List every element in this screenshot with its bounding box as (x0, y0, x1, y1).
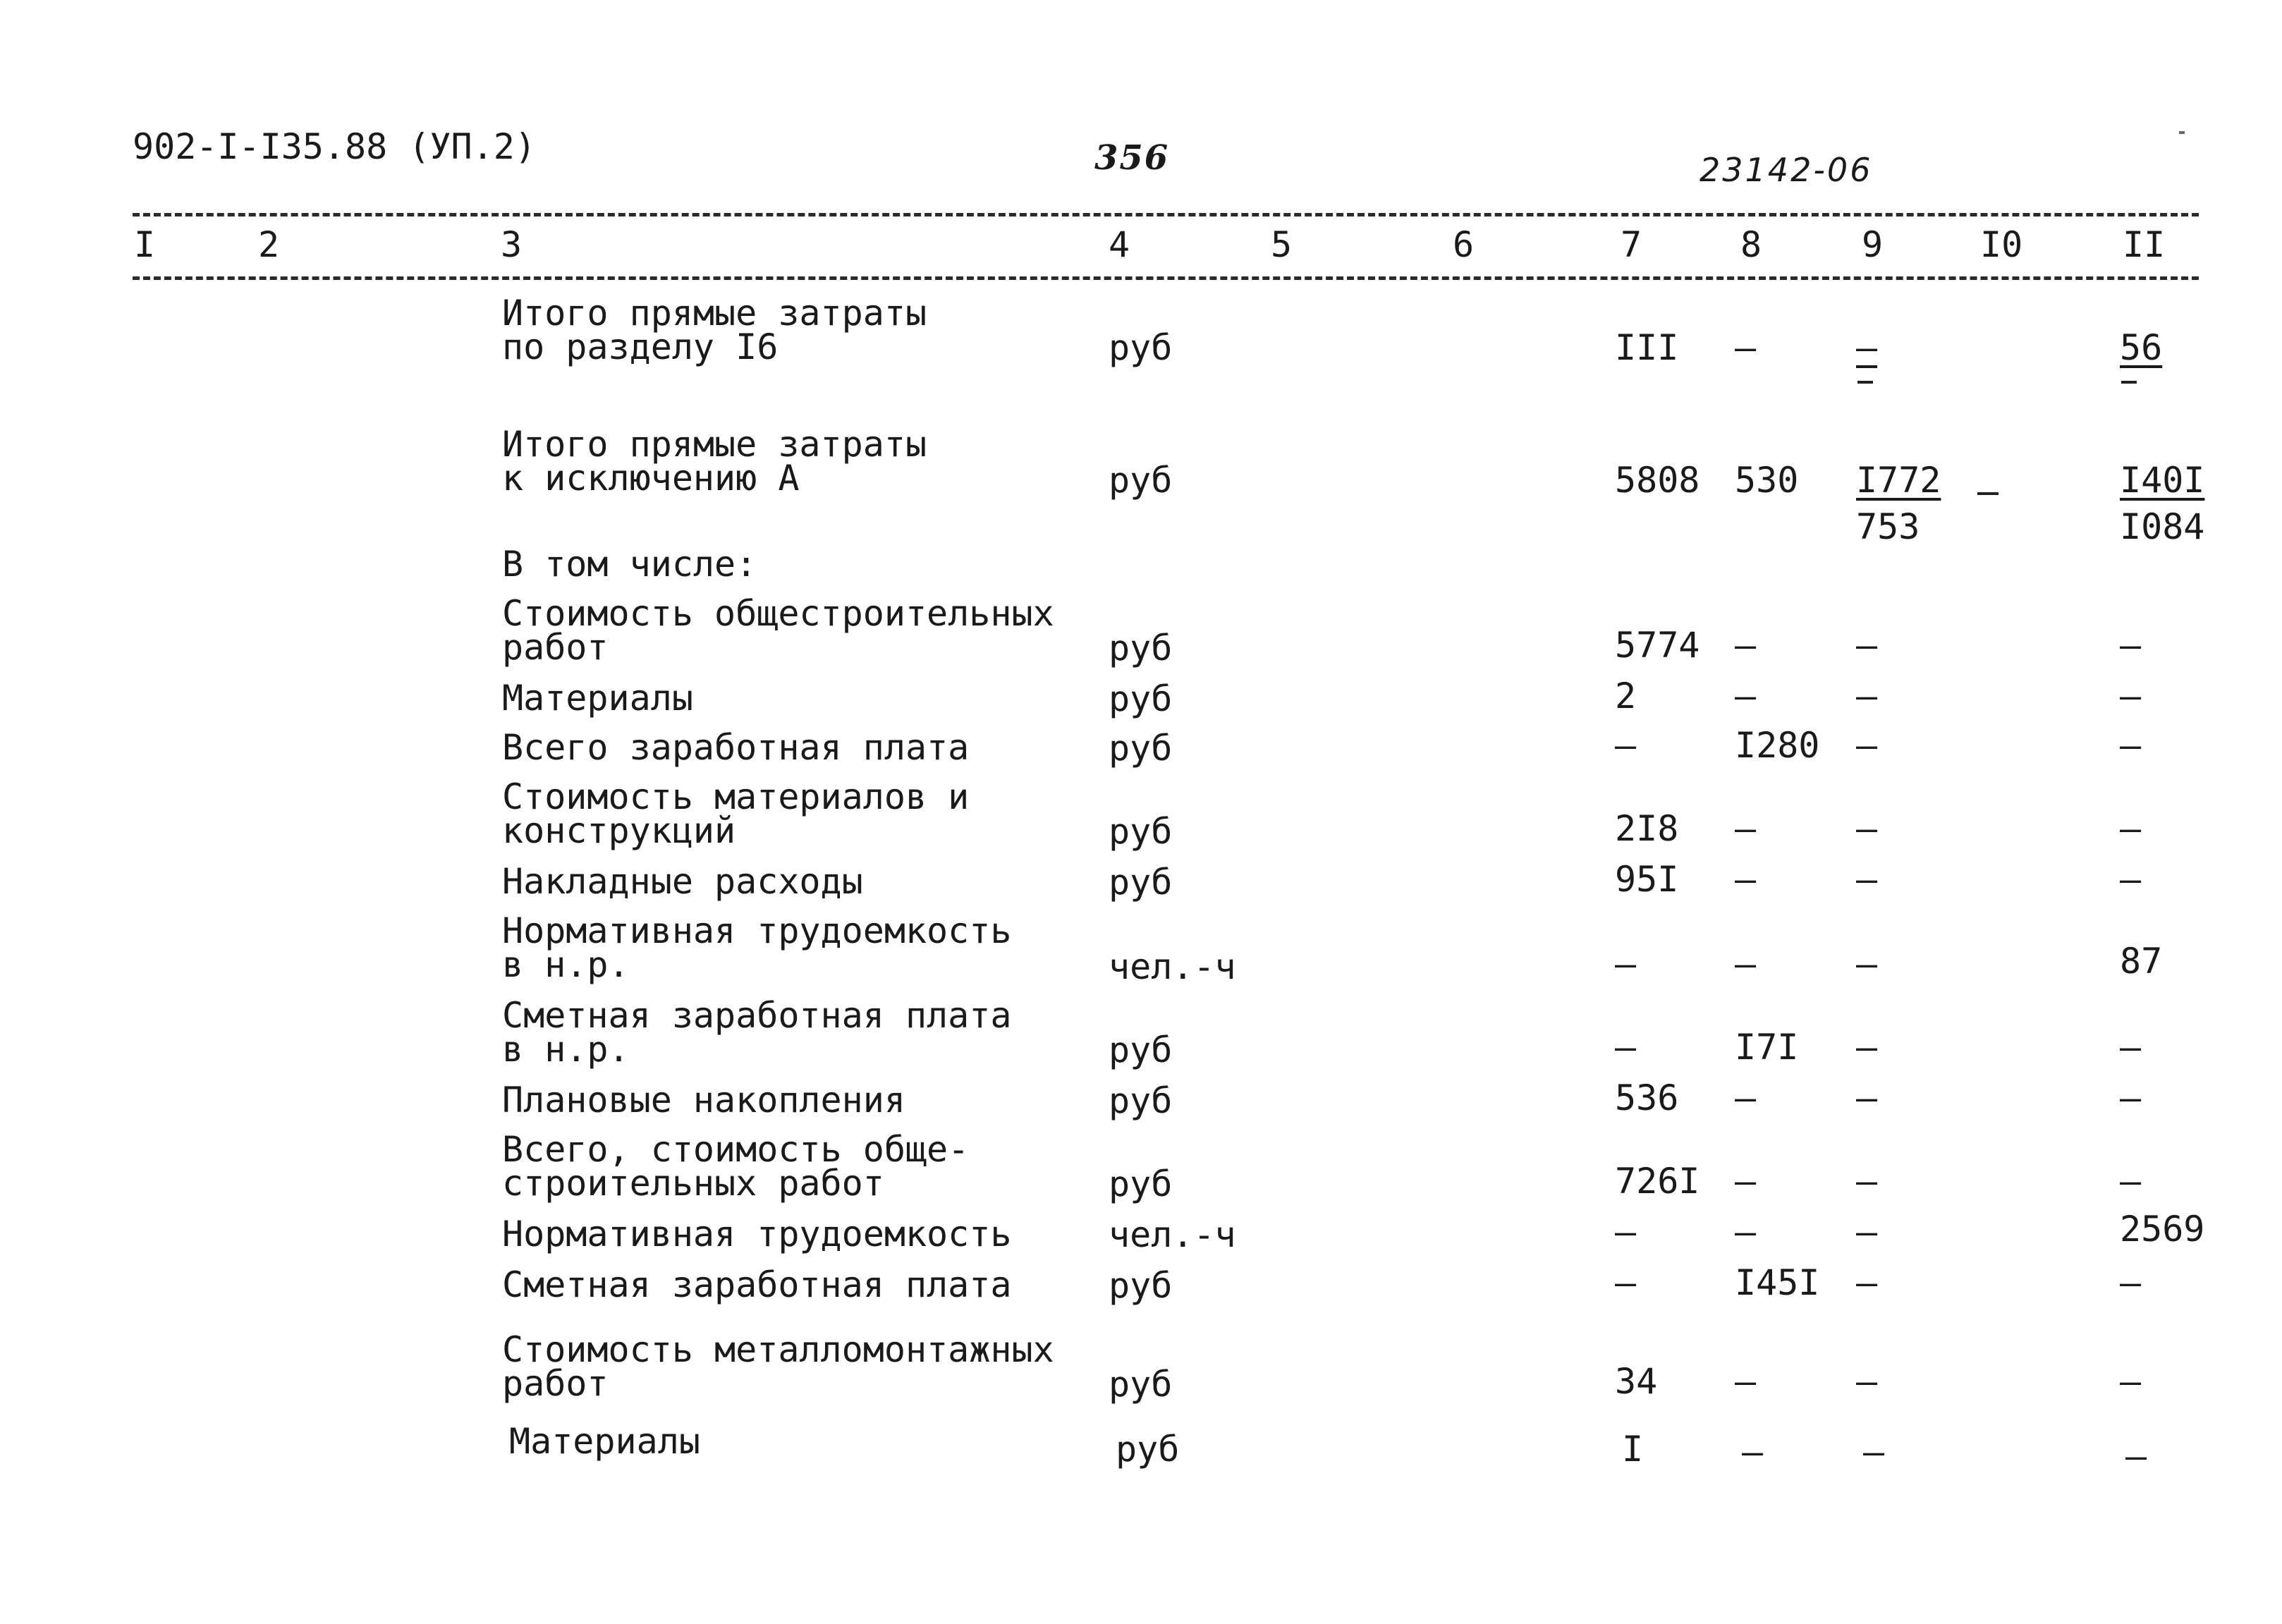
row-unit: руб (1109, 460, 1173, 501)
column-header: I0 (1980, 224, 2023, 265)
cell-col9: – (1856, 1077, 1878, 1118)
cell-col9: – (1856, 1361, 1878, 1402)
row-description: Материалы (509, 1421, 700, 1462)
row-unit: руб (1109, 678, 1173, 719)
row-description: Всего заработная плата (502, 727, 970, 768)
cell-col7: 34 (1615, 1361, 1658, 1402)
cell-col9: – (1856, 676, 1878, 716)
cell-col11: – (2120, 676, 2142, 716)
row-unit: руб (1109, 1364, 1173, 1405)
cell-col7: 5808 (1615, 460, 1700, 501)
cell-col9: – (1856, 1262, 1878, 1303)
cell-col7: – (1615, 725, 1637, 766)
row-description: Итого прямые затраты к исключению А (502, 424, 927, 499)
row-unit: руб (1109, 811, 1173, 852)
cell-col11: – (2120, 1027, 2142, 1068)
cell-col8: 530 (1735, 460, 1799, 501)
cell-col8: – (1735, 859, 1757, 900)
column-header: II (2123, 224, 2166, 265)
row-description: Нормативная трудоемкость (502, 1214, 1012, 1254)
row-description: Сметная заработная плата в н.р. (502, 995, 1012, 1070)
document-code: 902-I-I35.88 (УП.2) (133, 126, 536, 167)
column-header: 5 (1271, 224, 1293, 265)
header-bottom-rule (133, 276, 2199, 280)
cell-col7: 2 (1615, 676, 1637, 716)
cell-col9: – (1856, 1211, 1878, 1252)
cell-col11: 87 (2120, 941, 2163, 982)
cell-col9: – (1856, 1027, 1878, 1068)
cell-col8: I7I (1735, 1027, 1799, 1068)
row-unit: руб (1109, 728, 1173, 769)
column-header: 7 (1621, 224, 1642, 265)
row-description: Нормативная трудоемкость в н.р. (502, 910, 1012, 985)
cell-col7: 536 (1615, 1077, 1679, 1118)
scan-speck (2179, 131, 2185, 134)
row-unit: руб (1116, 1429, 1180, 1470)
column-header: 3 (501, 224, 523, 265)
cell-col7: 2I8 (1615, 808, 1679, 849)
cell-col7: 726I (1615, 1161, 1700, 1202)
cell-col7: – (1615, 1027, 1637, 1068)
cell-col8: I45I (1735, 1262, 1820, 1303)
cell-col8: – (1735, 808, 1757, 849)
cell-col11: – (2120, 1361, 2142, 1402)
cell-col9: – (1856, 1161, 1878, 1202)
row-description: Материалы (502, 678, 693, 719)
cell-col9: – (1856, 808, 1878, 849)
cell-col9: I772 (1856, 460, 1941, 501)
cell-col7: – (1615, 1262, 1637, 1303)
column-header: I (134, 224, 156, 265)
row-description: Стоимость материалов и конструкций (502, 776, 970, 851)
cell-col7: III (1615, 327, 1679, 368)
column-header: 9 (1862, 224, 1884, 265)
fraction-denominator-dash (1857, 381, 1873, 384)
cell-col9: – (1856, 944, 1878, 984)
cell-col11: – (2120, 1161, 2142, 1202)
cell-col11: – (2120, 1077, 2142, 1118)
row-unit: руб (1109, 1080, 1173, 1121)
header-top-rule (133, 213, 2199, 216)
fraction-denominator-dash (2121, 381, 2137, 384)
cell-col9: – (1856, 859, 1878, 900)
cell-col9: – (1856, 327, 1878, 368)
cell-col8: I280 (1735, 725, 1820, 766)
row-description: Накладные расходы (502, 861, 863, 902)
cell-col9: – (1856, 625, 1878, 666)
row-unit: руб (1109, 628, 1173, 668)
row-description: Всего, стоимость обще- строительных работ (502, 1129, 970, 1204)
archive-number: 23142-06 (1700, 151, 1873, 189)
cell-col11: I40I (2120, 460, 2205, 501)
row-unit: руб (1109, 1030, 1173, 1070)
row-unit: руб (1109, 1164, 1173, 1204)
cell-col8: – (1735, 327, 1757, 368)
cell-col8: – (1735, 1161, 1757, 1202)
row-unit: чел.-ч (1109, 1214, 1236, 1255)
cell-col7: – (1615, 1211, 1637, 1252)
row-description: В том числе: (502, 544, 757, 585)
column-header: 8 (1740, 224, 1762, 265)
cell-col8: – (1735, 1211, 1757, 1252)
cell-col7: I (1622, 1429, 1644, 1470)
column-header: 6 (1453, 224, 1475, 265)
column-header: 2 (258, 224, 280, 265)
cell-col11: 2569 (2120, 1209, 2205, 1250)
row-description: Стоимость общестроительных работ (502, 593, 1054, 668)
cell-col7: 5774 (1615, 625, 1700, 666)
cell-col8: – (1735, 1077, 1757, 1118)
cell-col8: – (1735, 625, 1757, 666)
cell-col9: – (1863, 1431, 1885, 1472)
row-description: Стоимость металломонтажных работ (502, 1329, 1054, 1404)
col10-mark (1977, 492, 1999, 495)
row-unit: руб (1109, 327, 1173, 368)
cell-col11: 56 (2120, 327, 2163, 368)
cell-col11: – (2120, 725, 2142, 766)
cell-col11: – (2120, 1262, 2142, 1303)
cell-col8: – (1735, 944, 1757, 984)
cell-col8: – (1735, 1361, 1757, 1402)
cell-col11: – (2125, 1436, 2147, 1477)
cell-col11-denominator: I084 (2120, 506, 2205, 547)
cell-col9: – (1856, 725, 1878, 766)
cell-col8: – (1735, 676, 1757, 716)
cell-col7: 95I (1615, 859, 1679, 900)
cell-col7: – (1615, 944, 1637, 984)
column-header: 4 (1109, 224, 1130, 265)
cell-col8: – (1742, 1431, 1764, 1472)
page-number: 356 (1094, 138, 1170, 178)
row-unit: руб (1109, 862, 1173, 903)
row-description: Сметная заработная плата (502, 1264, 1012, 1305)
row-description: Плановые накопления (502, 1080, 905, 1121)
row-unit: чел.-ч (1109, 946, 1236, 987)
cell-col11: – (2120, 859, 2142, 900)
row-unit: руб (1109, 1265, 1173, 1306)
row-description: Итого прямые затраты по разделу I6 (502, 293, 927, 367)
cell-col9-denominator: 753 (1856, 506, 1920, 547)
cell-col11: – (2120, 808, 2142, 849)
cell-col11: – (2120, 625, 2142, 666)
